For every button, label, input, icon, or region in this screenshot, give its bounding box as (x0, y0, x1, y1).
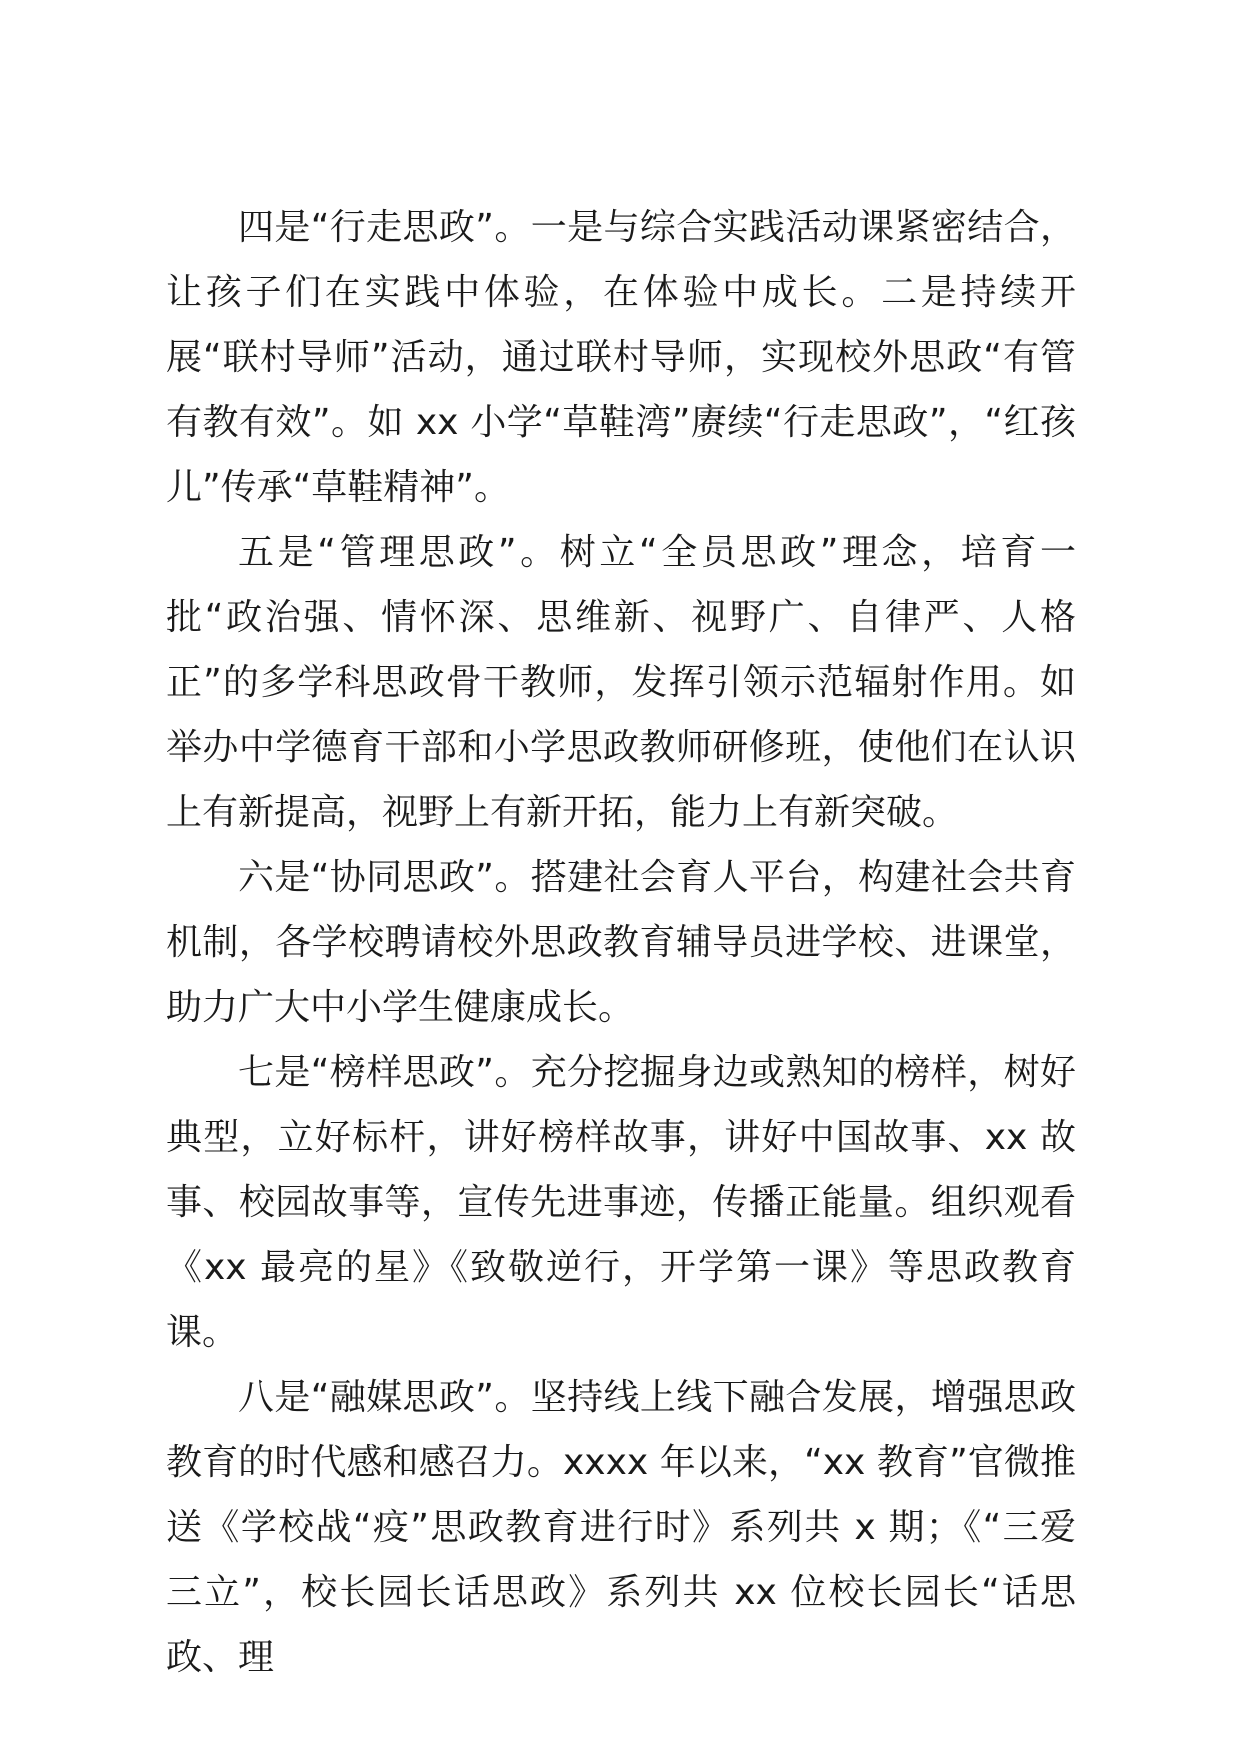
paragraph-walking-ideology: 四是“行走思政”。一是与综合实践活动课紧密结合，让孩子们在实践中体验，在体验中成长。二是持续开展“联村导师”活动，通过联村导师，实现校外思政“有管有教有效”。如 xx 小学“草鞋湾”赓续“行走思政”，“红孩儿”传承“草鞋精神”。 (166, 207, 1076, 508)
paragraph-management-ideology: 五是“管理思政”。树立“全员思政”理念，培育一批“政治强、情怀深、思维新、视野广、自律严、人格正”的多学科思政骨干教师，发挥引领示范辐射作用。如举办中学德育干部和小学思政教师研修班，使他们在认识上有新提高，视野上有新开拓，能力上有新突破。 (166, 532, 1076, 833)
paragraph-role-model-ideology: 七是“榜样思政”。充分挖掘身边或熟知的榜样，树好典型，立好标杆，讲好榜样故事，讲好中国故事、xx 故事、校园故事等，宣传先进事迹，传播正能量。组织观看《xx 最亮的星》《致敬逆行，开学第一课》等思政教育课。 (166, 1052, 1076, 1353)
paragraph-media-ideology: 八是“融媒思政”。坚持线上线下融合发展，增强思政教育的时代感和感召力。xxxx 年以来，“xx 教育”官微推送《学校战“疫”思政教育进行时》系列共 x 期；《“三爱三立”，校长园长话思政》系列共 xx 位校长园长“话思政、理 (166, 1377, 1076, 1678)
paragraph-collaborative-ideology: 六是“协同思政”。搭建社会育人平台，构建社会共育机制，各学校聘请校外思政教育辅导员进学校、进课堂，助力广大中小学生健康成长。 (166, 857, 1076, 1028)
document-body (166, 195, 1076, 1690)
